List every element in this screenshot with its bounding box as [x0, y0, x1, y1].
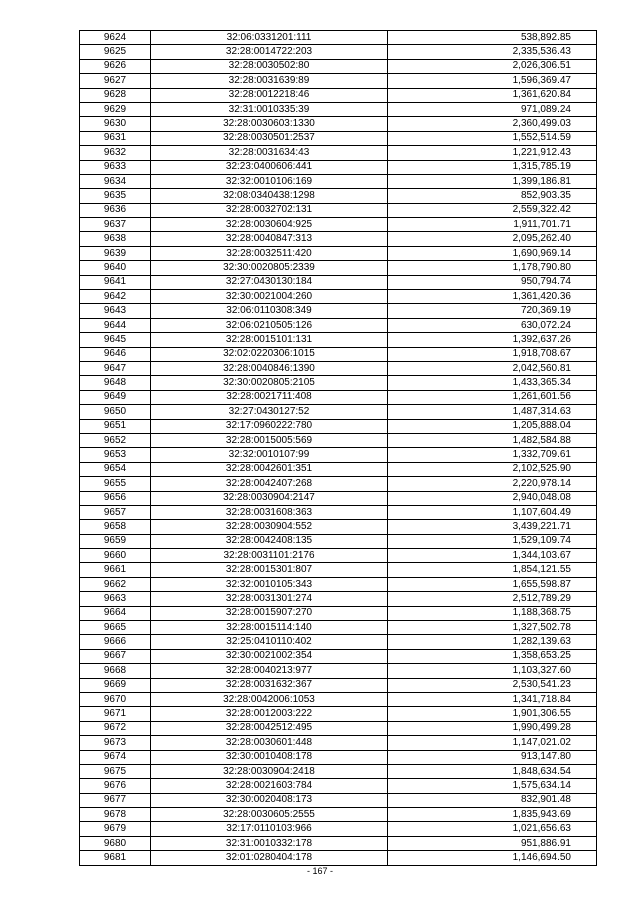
- row-number-cell: 9635: [80, 189, 151, 203]
- row-number-cell: 9631: [80, 131, 151, 145]
- row-number-cell: 9651: [80, 419, 151, 433]
- table-row: [80, 505, 597, 519]
- table-row: [80, 491, 597, 505]
- amount-cell: 1,575,634.14: [388, 779, 597, 793]
- amount-cell: 1,315,785.19: [388, 160, 597, 174]
- row-number-cell: 9660: [80, 549, 151, 563]
- cadastral-number-cell: 32:28:0015301:807: [151, 563, 388, 577]
- cadastral-number-cell: 32:28:0031632:367: [151, 678, 388, 692]
- row-number-cell: 9630: [80, 117, 151, 131]
- row-number-cell: 9625: [80, 45, 151, 59]
- table-row: [80, 246, 597, 260]
- amount-cell: 1,103,327.60: [388, 664, 597, 678]
- row-number-cell: 9672: [80, 721, 151, 735]
- table-row: [80, 707, 597, 721]
- amount-cell: 1,596,369.47: [388, 74, 597, 88]
- row-number-cell: 9664: [80, 606, 151, 620]
- table-row: [80, 764, 597, 778]
- row-number-cell: 9645: [80, 333, 151, 347]
- row-number-cell: 9657: [80, 505, 151, 519]
- amount-cell: 2,530,541.23: [388, 678, 597, 692]
- row-number-cell: 9646: [80, 347, 151, 361]
- amount-cell: 2,360,499.03: [388, 117, 597, 131]
- cadastral-number-cell: 32:28:0021603:784: [151, 779, 388, 793]
- table-row: [80, 462, 597, 476]
- amount-cell: 1,146,694.50: [388, 851, 597, 865]
- row-number-cell: 9640: [80, 261, 151, 275]
- amount-cell: 1,392,637.26: [388, 333, 597, 347]
- table-row: [80, 405, 597, 419]
- row-number-cell: 9665: [80, 621, 151, 635]
- amount-cell: 1,221,912.43: [388, 146, 597, 160]
- table-row: [80, 160, 597, 174]
- row-number-cell: 9649: [80, 390, 151, 404]
- amount-cell: 1,147,021.02: [388, 736, 597, 750]
- table-row: [80, 750, 597, 764]
- cadastral-number-cell: 32:25:0410110:402: [151, 635, 388, 649]
- table-row: [80, 577, 597, 591]
- row-number-cell: 9655: [80, 477, 151, 491]
- table-row: [80, 606, 597, 620]
- table-row: [80, 45, 597, 59]
- table-row: [80, 102, 597, 116]
- cadastral-number-cell: 32:28:0032702:131: [151, 203, 388, 217]
- cadastral-number-cell: 32:28:0031639:89: [151, 74, 388, 88]
- row-number-cell: 9650: [80, 405, 151, 419]
- row-number-cell: 9668: [80, 664, 151, 678]
- amount-cell: 1,341,718.84: [388, 692, 597, 706]
- amount-cell: 2,095,262.40: [388, 232, 597, 246]
- amount-cell: 1,021,656.63: [388, 822, 597, 836]
- data-table: [79, 30, 597, 866]
- row-number-cell: 9674: [80, 750, 151, 764]
- row-number-cell: 9653: [80, 448, 151, 462]
- amount-cell: 1,901,306.55: [388, 707, 597, 721]
- cadastral-number-cell: 32:28:0040213:977: [151, 664, 388, 678]
- table-row: [80, 477, 597, 491]
- table-row: [80, 275, 597, 289]
- table-row: [80, 534, 597, 548]
- row-number-cell: 9677: [80, 793, 151, 807]
- cadastral-number-cell: 32:32:0010106:169: [151, 174, 388, 188]
- cadastral-number-cell: 32:28:0015101:131: [151, 333, 388, 347]
- row-number-cell: 9675: [80, 764, 151, 778]
- amount-cell: 913,147.80: [388, 750, 597, 764]
- table-row: [80, 131, 597, 145]
- cadastral-number-cell: 32:32:0010105:343: [151, 577, 388, 591]
- table-row: [80, 88, 597, 102]
- amount-cell: 951,886.91: [388, 836, 597, 850]
- cadastral-number-cell: 32:28:0030603:1330: [151, 117, 388, 131]
- cadastral-number-cell: 32:28:0031301:274: [151, 592, 388, 606]
- cadastral-number-cell: 32:28:0042006:1053: [151, 692, 388, 706]
- row-number-cell: 9667: [80, 649, 151, 663]
- table-row: [80, 189, 597, 203]
- table-row: [80, 592, 597, 606]
- row-number-cell: 9638: [80, 232, 151, 246]
- cadastral-number-cell: 32:28:0030601:448: [151, 736, 388, 750]
- row-number-cell: 9659: [80, 534, 151, 548]
- table-row: [80, 692, 597, 706]
- amount-cell: 2,026,306.51: [388, 59, 597, 73]
- row-number-cell: 9670: [80, 692, 151, 706]
- amount-cell: 1,178,790.80: [388, 261, 597, 275]
- table-row: [80, 549, 597, 563]
- table-row: [80, 433, 597, 447]
- cadastral-number-cell: 32:28:0030502:80: [151, 59, 388, 73]
- page-number: - 167 -: [306, 866, 333, 876]
- row-number-cell: 9634: [80, 174, 151, 188]
- row-number-cell: 9666: [80, 635, 151, 649]
- row-number-cell: 9671: [80, 707, 151, 721]
- row-number-cell: 9639: [80, 246, 151, 260]
- amount-cell: 1,854,121.55: [388, 563, 597, 577]
- table-row: [80, 664, 597, 678]
- cadastral-number-cell: 32:28:0030501:2537: [151, 131, 388, 145]
- cadastral-number-cell: 32:06:0331201:111: [151, 31, 388, 45]
- amount-cell: 1,990,499.28: [388, 721, 597, 735]
- cadastral-number-cell: 32:28:0014722:203: [151, 45, 388, 59]
- cadastral-number-cell: 32:28:0040846:1390: [151, 361, 388, 375]
- row-number-cell: 9643: [80, 304, 151, 318]
- row-number-cell: 9681: [80, 851, 151, 865]
- row-number-cell: 9673: [80, 736, 151, 750]
- table-row: [80, 779, 597, 793]
- amount-cell: 1,433,365.34: [388, 376, 597, 390]
- cadastral-number-cell: 32:28:0015114:140: [151, 621, 388, 635]
- table-row: [80, 376, 597, 390]
- cadastral-number-cell: 32:28:0012218:46: [151, 88, 388, 102]
- cadastral-number-cell: 32:17:0960222:780: [151, 419, 388, 433]
- cadastral-number-cell: 32:30:0021004:260: [151, 290, 388, 304]
- cadastral-number-cell: 32:28:0032511:420: [151, 246, 388, 260]
- amount-cell: 2,512,789.29: [388, 592, 597, 606]
- row-number-cell: 9636: [80, 203, 151, 217]
- cadastral-number-cell: 32:28:0042512:495: [151, 721, 388, 735]
- table-row: [80, 621, 597, 635]
- row-number-cell: 9644: [80, 318, 151, 332]
- table-body: [80, 31, 597, 866]
- cadastral-number-cell: 32:28:0031101:2176: [151, 549, 388, 563]
- cadastral-number-cell: 32:23:0400606:441: [151, 160, 388, 174]
- cadastral-number-cell: 32:28:0031634:43: [151, 146, 388, 160]
- amount-cell: 1,918,708.67: [388, 347, 597, 361]
- table-row: [80, 74, 597, 88]
- amount-cell: 852,903.35: [388, 189, 597, 203]
- row-number-cell: 9627: [80, 74, 151, 88]
- cadastral-number-cell: 32:01:0280404:178: [151, 851, 388, 865]
- table-row: [80, 390, 597, 404]
- cadastral-number-cell: 32:28:0015005:569: [151, 433, 388, 447]
- table-row: [80, 836, 597, 850]
- amount-cell: 832,901.48: [388, 793, 597, 807]
- amount-cell: 1,911,701.71: [388, 218, 597, 232]
- amount-cell: 2,559,322.42: [388, 203, 597, 217]
- row-number-cell: 9679: [80, 822, 151, 836]
- table-row: [80, 261, 597, 275]
- amount-cell: 1,487,314.63: [388, 405, 597, 419]
- amount-cell: 2,335,536.43: [388, 45, 597, 59]
- table-row: [80, 146, 597, 160]
- amount-cell: 2,940,048.08: [388, 491, 597, 505]
- cadastral-number-cell: 32:31:0010332:178: [151, 836, 388, 850]
- row-number-cell: 9663: [80, 592, 151, 606]
- amount-cell: 1,327,502.78: [388, 621, 597, 635]
- row-number-cell: 9642: [80, 290, 151, 304]
- row-number-cell: 9629: [80, 102, 151, 116]
- cadastral-number-cell: 32:28:0021711:408: [151, 390, 388, 404]
- cadastral-number-cell: 32:28:0030904:2418: [151, 764, 388, 778]
- table-row: [80, 31, 597, 45]
- table-row: [80, 520, 597, 534]
- cadastral-number-cell: 32:28:0015907:270: [151, 606, 388, 620]
- amount-cell: 1,107,604.49: [388, 505, 597, 519]
- cadastral-number-cell: 32:30:0020408:173: [151, 793, 388, 807]
- cadastral-number-cell: 32:28:0040847:313: [151, 232, 388, 246]
- row-number-cell: 9676: [80, 779, 151, 793]
- amount-cell: 1,361,620.84: [388, 88, 597, 102]
- table-row: [80, 59, 597, 73]
- table-row: [80, 419, 597, 433]
- cadastral-number-cell: 32:28:0042407:268: [151, 477, 388, 491]
- row-number-cell: 9662: [80, 577, 151, 591]
- amount-cell: 538,892.85: [388, 31, 597, 45]
- table-row: [80, 721, 597, 735]
- cadastral-number-cell: 32:02:0220306:1015: [151, 347, 388, 361]
- table-row: [80, 218, 597, 232]
- table-row: [80, 318, 597, 332]
- cadastral-number-cell: 32:30:0020805:2105: [151, 376, 388, 390]
- cadastral-number-cell: 32:28:0030904:552: [151, 520, 388, 534]
- amount-cell: 3,439,221.71: [388, 520, 597, 534]
- table-row: [80, 736, 597, 750]
- cadastral-number-cell: 32:30:0021002:354: [151, 649, 388, 663]
- row-number-cell: 9661: [80, 563, 151, 577]
- table-row: [80, 174, 597, 188]
- table-row: [80, 635, 597, 649]
- amount-cell: 1,482,584.88: [388, 433, 597, 447]
- row-number-cell: 9654: [80, 462, 151, 476]
- table-row: [80, 361, 597, 375]
- amount-cell: 1,332,709.61: [388, 448, 597, 462]
- amount-cell: 1,282,139.63: [388, 635, 597, 649]
- table-row: [80, 117, 597, 131]
- amount-cell: 720,369.19: [388, 304, 597, 318]
- cadastral-number-cell: 32:28:0031608:363: [151, 505, 388, 519]
- amount-cell: 1,655,598.87: [388, 577, 597, 591]
- row-number-cell: 9680: [80, 836, 151, 850]
- cadastral-number-cell: 32:31:0010335:39: [151, 102, 388, 116]
- cadastral-number-cell: 32:17:0110103:966: [151, 822, 388, 836]
- amount-cell: 2,220,978.14: [388, 477, 597, 491]
- table-row: [80, 448, 597, 462]
- row-number-cell: 9637: [80, 218, 151, 232]
- amount-cell: 1,399,186.81: [388, 174, 597, 188]
- amount-cell: 971,089.24: [388, 102, 597, 116]
- row-number-cell: 9669: [80, 678, 151, 692]
- cadastral-number-cell: 32:28:0042601:351: [151, 462, 388, 476]
- row-number-cell: 9624: [80, 31, 151, 45]
- cadastral-number-cell: 32:27:0430130:184: [151, 275, 388, 289]
- table-row: [80, 347, 597, 361]
- table-row: [80, 304, 597, 318]
- cadastral-number-cell: 32:30:0010408:178: [151, 750, 388, 764]
- amount-cell: 1,361,420.36: [388, 290, 597, 304]
- row-number-cell: 9652: [80, 433, 151, 447]
- amount-cell: 1,261,601.56: [388, 390, 597, 404]
- amount-cell: 1,552,514.59: [388, 131, 597, 145]
- amount-cell: 1,205,888.04: [388, 419, 597, 433]
- cadastral-number-cell: 32:27:0430127:52: [151, 405, 388, 419]
- row-number-cell: 9626: [80, 59, 151, 73]
- cadastral-number-cell: 32:28:0030604:925: [151, 218, 388, 232]
- cadastral-number-cell: 32:32:0010107:99: [151, 448, 388, 462]
- cadastral-number-cell: 32:08:0340438:1298: [151, 189, 388, 203]
- cadastral-number-cell: 32:28:0030904:2147: [151, 491, 388, 505]
- cadastral-number-cell: 32:28:0030605:2555: [151, 808, 388, 822]
- amount-cell: 1,529,109.74: [388, 534, 597, 548]
- amount-cell: 2,102,525.90: [388, 462, 597, 476]
- amount-cell: 1,835,943.69: [388, 808, 597, 822]
- table-row: [80, 851, 597, 865]
- table-row: [80, 793, 597, 807]
- table-row: [80, 563, 597, 577]
- row-number-cell: 9656: [80, 491, 151, 505]
- row-number-cell: 9632: [80, 146, 151, 160]
- row-number-cell: 9628: [80, 88, 151, 102]
- cadastral-number-cell: 32:28:0012003:222: [151, 707, 388, 721]
- amount-cell: 2,042,560.81: [388, 361, 597, 375]
- table-row: [80, 649, 597, 663]
- row-number-cell: 9658: [80, 520, 151, 534]
- table-row: [80, 203, 597, 217]
- row-number-cell: 9648: [80, 376, 151, 390]
- table-row: [80, 808, 597, 822]
- table-row: [80, 232, 597, 246]
- table-row: [80, 822, 597, 836]
- cadastral-number-cell: 32:06:0110308:349: [151, 304, 388, 318]
- row-number-cell: 9678: [80, 808, 151, 822]
- cadastral-number-cell: 32:30:0020805:2339: [151, 261, 388, 275]
- amount-cell: 1,188,368.75: [388, 606, 597, 620]
- amount-cell: 1,690,969.14: [388, 246, 597, 260]
- table-row: [80, 290, 597, 304]
- amount-cell: 950,794.74: [388, 275, 597, 289]
- cadastral-number-cell: 32:28:0042408:135: [151, 534, 388, 548]
- amount-cell: 1,358,653.25: [388, 649, 597, 663]
- amount-cell: 1,848,634.54: [388, 764, 597, 778]
- amount-cell: 1,344,103.67: [388, 549, 597, 563]
- amount-cell: 630,072.24: [388, 318, 597, 332]
- table-row: [80, 333, 597, 347]
- table-row: [80, 678, 597, 692]
- row-number-cell: 9641: [80, 275, 151, 289]
- row-number-cell: 9633: [80, 160, 151, 174]
- cadastral-number-cell: 32:06:0210505:126: [151, 318, 388, 332]
- row-number-cell: 9647: [80, 361, 151, 375]
